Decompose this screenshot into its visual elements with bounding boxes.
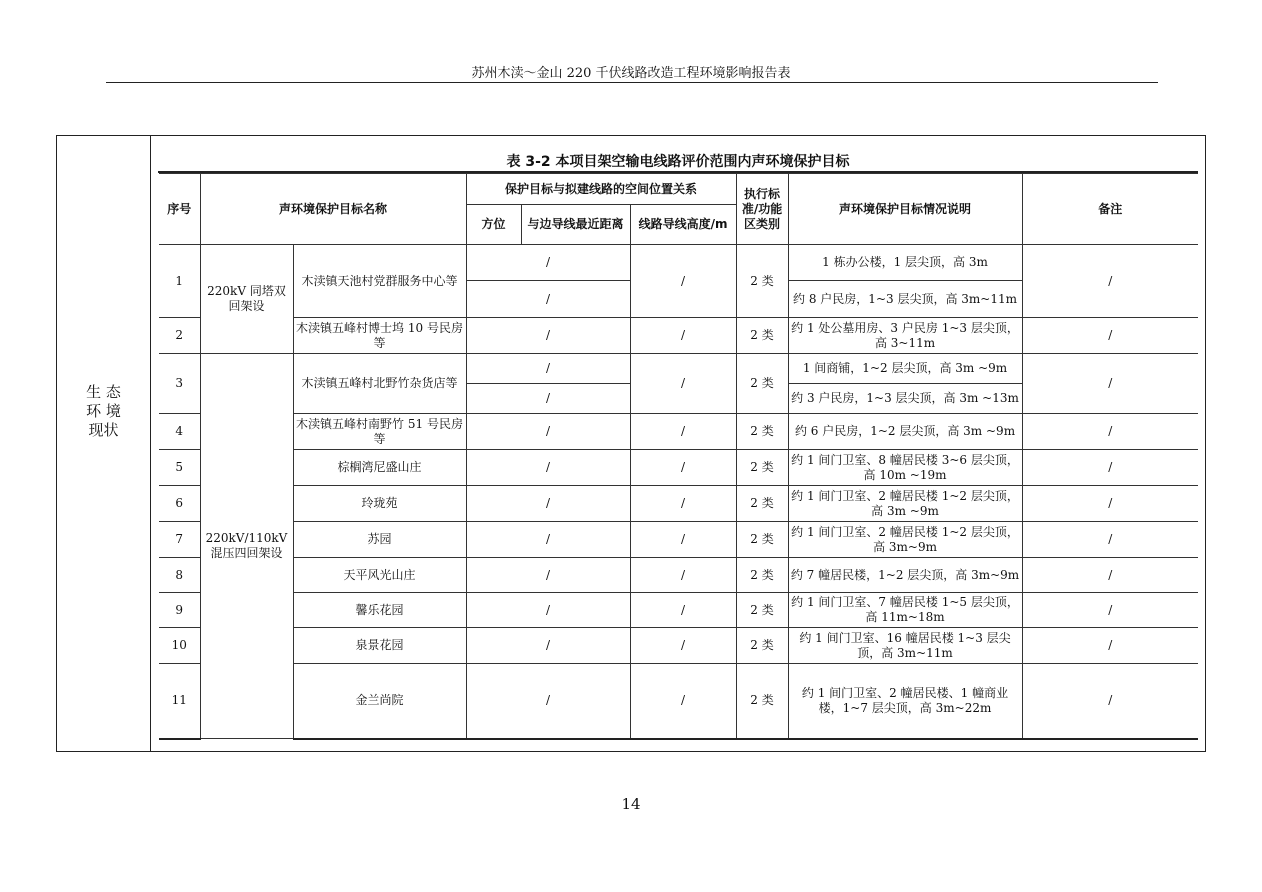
cell-seq: 3 bbox=[159, 354, 200, 414]
header-description: 声环境保护目标情况说明 bbox=[788, 174, 1022, 245]
cell-description: 约 3 户民房，1~3 层尖顶，高 3m ~13m bbox=[788, 384, 1022, 414]
table-row bbox=[159, 486, 1198, 522]
cell-name: 天平风光山庄 bbox=[293, 558, 466, 593]
cell-direction-distance: / bbox=[466, 414, 630, 450]
cell-height: / bbox=[630, 664, 736, 739]
cell-seq: 11 bbox=[159, 664, 200, 739]
header-standard: 执行标准/功能区类别 bbox=[736, 174, 788, 245]
cell-description: 1 间商铺，1~2 层尖顶，高 3m ~9m bbox=[788, 354, 1022, 384]
cell-class: 2 类 bbox=[736, 522, 788, 558]
cell-group: 220kV/110kV 混压四回架设 bbox=[200, 354, 293, 739]
cell-remark: / bbox=[1022, 664, 1198, 739]
cell-name: 玲珑苑 bbox=[293, 486, 466, 522]
cell-seq: 10 bbox=[159, 628, 200, 664]
table-title: 表 3-2 本项目架空输电线路评价范围内声环境保护目标 bbox=[506, 154, 850, 170]
table-row bbox=[159, 522, 1198, 558]
cell-description: 约 1 处公墓用房、3 户民房 1~3 层尖顶，高 3~11m bbox=[788, 318, 1022, 354]
cell-height: / bbox=[630, 318, 736, 354]
header-direction: 方位 bbox=[466, 205, 521, 245]
cell-remark: / bbox=[1022, 522, 1198, 558]
cell-direction-distance: / bbox=[466, 628, 630, 664]
document-header-title: 苏州木渎～金山 220 千伏线路改造工程环境影响报告表 bbox=[471, 66, 791, 81]
cell-direction-distance: / bbox=[466, 354, 630, 384]
cell-name: 木渎镇五峰村博士坞 10 号民房等 bbox=[293, 318, 466, 354]
side-label-line: 环 境 bbox=[86, 402, 121, 420]
cell-class: 2 类 bbox=[736, 664, 788, 739]
cell-remark: / bbox=[1022, 318, 1198, 354]
cell-remark: / bbox=[1022, 414, 1198, 450]
header-seq: 序号 bbox=[159, 174, 200, 245]
cell-description: 约 7 幢居民楼，1~2 层尖顶，高 3m~9m bbox=[788, 558, 1022, 593]
cell-remark: / bbox=[1022, 486, 1198, 522]
cell-class: 2 类 bbox=[736, 414, 788, 450]
cell-class: 2 类 bbox=[736, 450, 788, 486]
cell-class: 2 类 bbox=[736, 354, 788, 414]
cell-direction-distance: / bbox=[466, 245, 630, 281]
cell-class: 2 类 bbox=[736, 628, 788, 664]
cell-height: / bbox=[630, 593, 736, 628]
table-row bbox=[159, 450, 1198, 486]
cell-description: 约 8 户民房，1~3 层尖顶，高 3m~11m bbox=[788, 281, 1022, 318]
cell-name: 木渎镇天池村党群服务中心等 bbox=[293, 245, 466, 318]
table-row bbox=[159, 558, 1198, 593]
table-row bbox=[159, 318, 1198, 354]
cell-seq: 5 bbox=[159, 450, 200, 486]
cell-remark: / bbox=[1022, 354, 1198, 414]
noise-protection-table bbox=[159, 173, 1198, 740]
cell-description: 约 6 户民房，1~2 层尖顶，高 3m ~9m bbox=[788, 414, 1022, 450]
cell-class: 2 类 bbox=[736, 558, 788, 593]
cell-class: 2 类 bbox=[736, 318, 788, 354]
cell-height: / bbox=[630, 522, 736, 558]
cell-seq: 1 bbox=[159, 245, 200, 318]
cell-description: 约 1 间门卫室、7 幢居民楼 1~5 层尖顶，高 11m~18m bbox=[788, 593, 1022, 628]
cell-name: 棕榈湾尼盛山庄 bbox=[293, 450, 466, 486]
header-remark: 备注 bbox=[1022, 174, 1198, 245]
side-label-line: 生 态 bbox=[86, 383, 121, 401]
cell-seq: 4 bbox=[159, 414, 200, 450]
cell-seq: 8 bbox=[159, 558, 200, 593]
cell-direction-distance: / bbox=[466, 281, 630, 318]
header-rule bbox=[106, 82, 1158, 83]
cell-height: / bbox=[630, 354, 736, 414]
header-height: 线路导线高度/m bbox=[630, 205, 736, 245]
cell-name: 金兰尚院 bbox=[293, 664, 466, 739]
cell-height: / bbox=[630, 628, 736, 664]
table-row bbox=[159, 245, 1198, 281]
cell-class: 2 类 bbox=[736, 593, 788, 628]
cell-remark: / bbox=[1022, 450, 1198, 486]
cell-direction-distance: / bbox=[466, 450, 630, 486]
cell-name: 苏园 bbox=[293, 522, 466, 558]
cell-direction-distance: / bbox=[466, 486, 630, 522]
page-number: 14 bbox=[621, 795, 641, 813]
cell-name: 泉景花园 bbox=[293, 628, 466, 664]
cell-seq: 7 bbox=[159, 522, 200, 558]
table-row bbox=[159, 664, 1198, 739]
cell-direction-distance: / bbox=[466, 522, 630, 558]
cell-description: 1 栋办公楼，1 层尖顶，高 3m bbox=[788, 245, 1022, 281]
cell-seq: 2 bbox=[159, 318, 200, 354]
table-row bbox=[159, 354, 1198, 384]
cell-direction-distance: / bbox=[466, 384, 630, 414]
cell-class: 2 类 bbox=[736, 245, 788, 318]
table-row bbox=[159, 628, 1198, 664]
cell-direction-distance: / bbox=[466, 318, 630, 354]
side-label-line: 现状 bbox=[88, 421, 119, 439]
cell-name: 木渎镇五峰村北野竹杂货店等 bbox=[293, 354, 466, 414]
header-distance: 与边导线最近距离 bbox=[521, 205, 630, 245]
cell-height: / bbox=[630, 558, 736, 593]
cell-height: / bbox=[630, 414, 736, 450]
cell-direction-distance: / bbox=[466, 593, 630, 628]
cell-description: 约 1 间门卫室、2 幢居民楼 1~2 层尖顶，高 3m ~9m bbox=[788, 486, 1022, 522]
cell-direction-distance: / bbox=[466, 558, 630, 593]
cell-class: 2 类 bbox=[736, 486, 788, 522]
cell-description: 约 1 间门卫室、8 幢居民楼 3~6 层尖顶，高 10m ~19m bbox=[788, 450, 1022, 486]
header-relation: 保护目标与拟建线路的空间位置关系 bbox=[466, 174, 736, 205]
cell-remark: / bbox=[1022, 558, 1198, 593]
table-row bbox=[159, 414, 1198, 450]
cell-description: 约 1 间门卫室、16 幢居民楼 1~3 层尖顶，高 3m~11m bbox=[788, 628, 1022, 664]
side-section-label bbox=[56, 383, 151, 440]
cell-remark: / bbox=[1022, 628, 1198, 664]
cell-name: 馨乐花园 bbox=[293, 593, 466, 628]
table-row bbox=[159, 593, 1198, 628]
cell-height: / bbox=[630, 245, 736, 318]
cell-description: 约 1 间门卫室、2 幢居民楼、1 幢商业楼，1~7 层尖顶，高 3m~22m bbox=[788, 664, 1022, 739]
cell-seq: 9 bbox=[159, 593, 200, 628]
cell-remark: / bbox=[1022, 593, 1198, 628]
cell-remark: / bbox=[1022, 245, 1198, 318]
cell-height: / bbox=[630, 486, 736, 522]
cell-group: 220kV 同塔双回架设 bbox=[200, 245, 293, 354]
cell-name: 木渎镇五峰村南野竹 51 号民房等 bbox=[293, 414, 466, 450]
cell-height: / bbox=[630, 450, 736, 486]
cell-direction-distance: / bbox=[466, 664, 630, 739]
header-name: 声环境保护目标名称 bbox=[200, 174, 466, 245]
side-column-divider bbox=[150, 135, 151, 752]
cell-seq: 6 bbox=[159, 486, 200, 522]
cell-description: 约 1 间门卫室、2 幢居民楼 1~2 层尖顶，高 3m~9m bbox=[788, 522, 1022, 558]
